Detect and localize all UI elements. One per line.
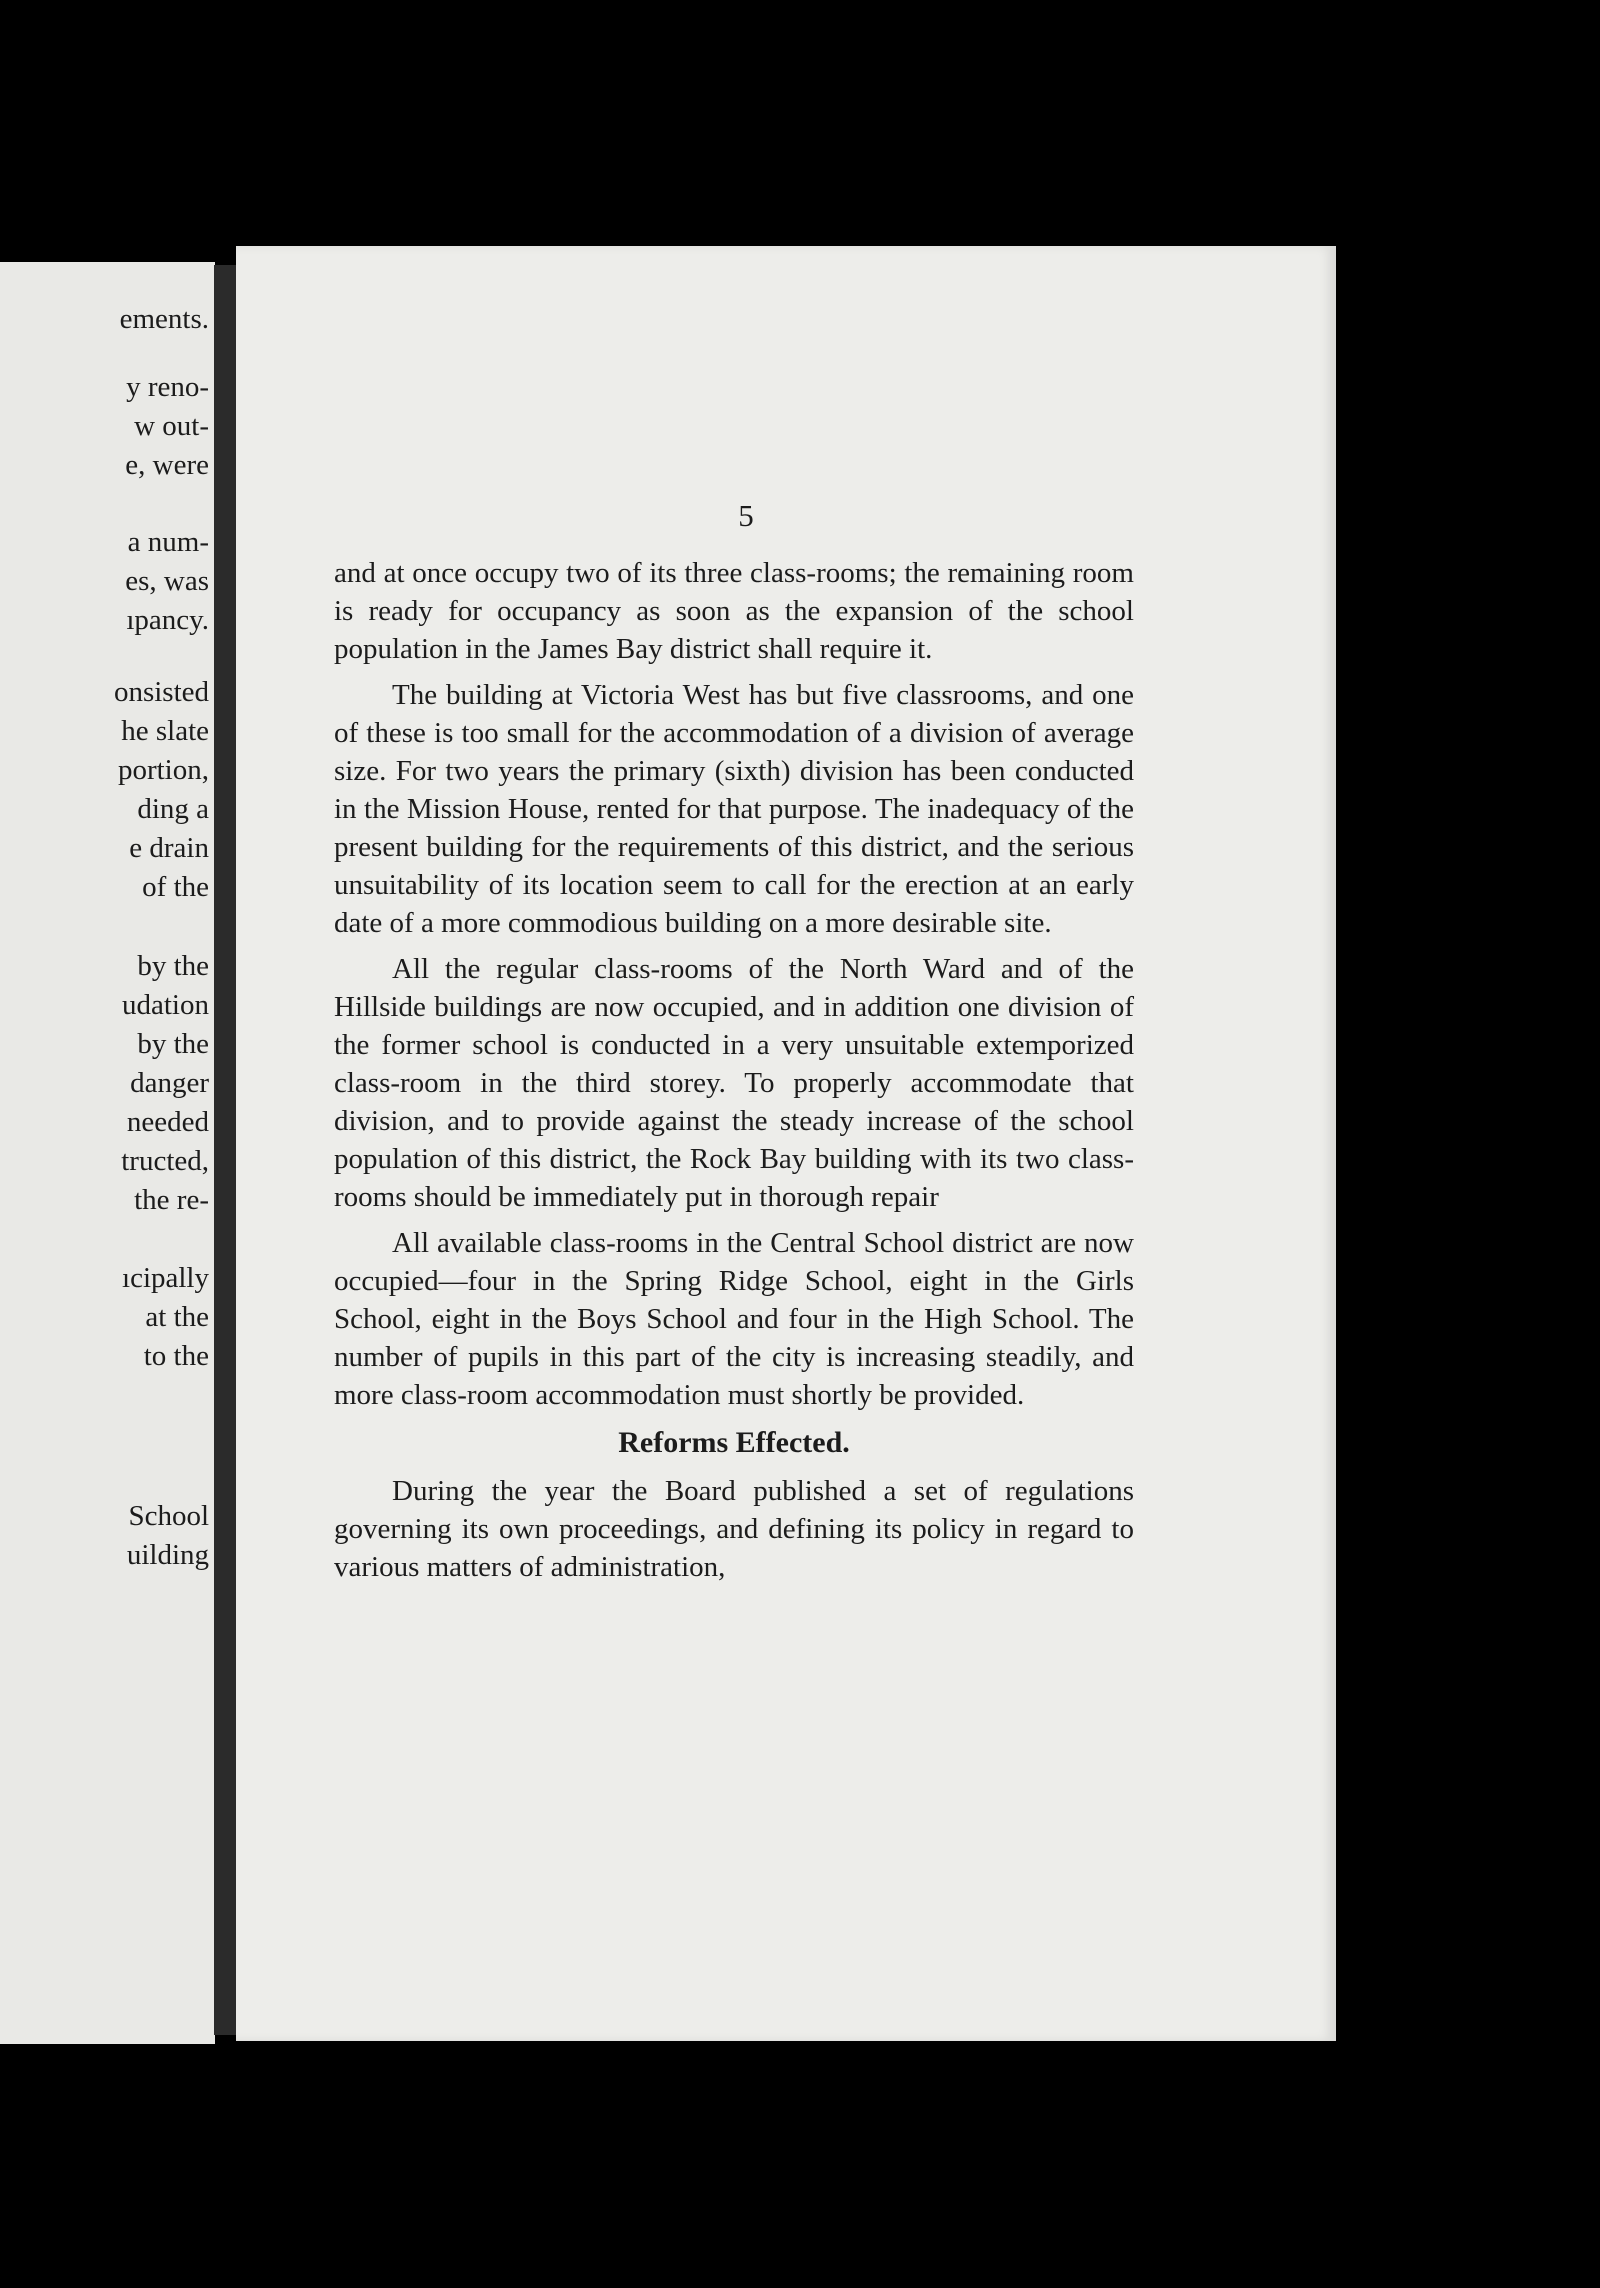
left-page-fragment: to the [143,1340,209,1372]
paragraph-5: During the year the Board published a set of regulations governing its own proceedings, and defining its policy in regard to various matters of administration, [334,1475,1134,1583]
left-page-fragment: es, was [125,565,209,597]
left-page-fragment: a num- [127,526,209,558]
left-page-fragment: needed [126,1106,209,1138]
page-number: 5 [738,498,754,533]
left-page-fragment: of the [142,871,209,903]
paragraph-1: and at once occupy two of its three class-rooms; the remaining room is ready for occupancy as soon as the expansion of the school population in the James Bay district shall require it. [334,557,1134,665]
left-page-fragment: ıcipally [122,1262,209,1294]
left-page-fragment: danger [130,1067,209,1099]
left-page-fragment: School [128,1500,209,1532]
left-page-fragment: e drain [129,832,209,864]
left-page-fragment: ements. [119,303,209,335]
left-page-fragment: ding a [137,793,209,825]
left-page-fragment: w out- [134,410,209,442]
left-page-fragment: portion, [117,754,209,786]
left-page-fragment: y reno- [126,371,209,403]
left-page-fragment: tructed, [121,1145,209,1177]
main-page [236,246,1336,2041]
paragraph-2: The building at Victoria West has but five classrooms, and one of these is too small for the accommodation of a division of average size. For two years the primary (sixth) division has been conducted in the Mission House, rented for that purpose. The inadequacy of the present building for the requirements of this district, and the serious unsuitability of its location seem to call for the erection at an early date of a more commodious building on a more desirable site. [334,679,1134,939]
left-page-fragment: the re- [134,1184,209,1216]
left-page-fragment: uilding [126,1539,209,1571]
left-page-fragment: he slate [121,715,209,747]
page-gutter [214,265,236,2035]
left-page-fragment: at the [145,1301,209,1333]
left-facing-page [0,262,215,2044]
paragraph-4: All available class-rooms in the Central School district are now occupied—four in the Spring Ridge School, eight in the Girls School, eight in the Boys School and four in the High School. The number of pupils in this part of the city is increasing steadily, and more class-room accommodation must shortly be provided. [334,1227,1134,1411]
left-page-fragment: onsisted [113,676,209,708]
left-page-fragment: udation [122,989,209,1021]
left-page-fragment: by the [137,950,209,982]
left-page-fragment: by the [137,1028,209,1060]
paragraph-3: All the regular class-rooms of the North Ward and of the Hillside buildings are now occupied, and in addition one division of the former school is conducted in a very unsuitable extemporized class-room in the third storey. To properly accommodate that division, and to provide against the steady increase of the school population of this district, the Rock Bay building with its two class-rooms should be immediately put in thorough repair [334,953,1134,1213]
section-heading: Reforms Effected. [618,1426,850,1459]
body-text [334,554,1134,1594]
left-page-fragment: e, were [125,449,209,481]
left-page-fragment: ıpancy. [126,604,209,636]
